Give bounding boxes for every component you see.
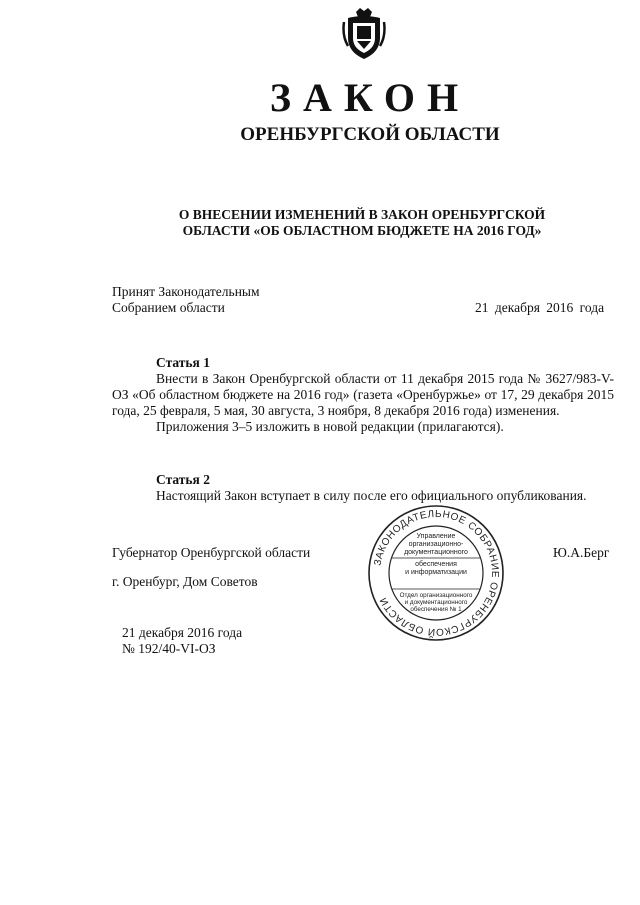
signing-place: г. Оренбург, Дом Советов [112, 574, 258, 589]
stamp-ring-text: ЗАКОНОДАТЕЛЬНОЕ СОБРАНИЕ ОРЕНБУРГСКОЙ ОБЛАСТИ [372, 508, 501, 638]
stamp-bottom-line-1: Отдел организационного [399, 592, 473, 599]
stamp-inner-line-4: обеспечения [415, 561, 457, 568]
law-number: № 192/40-VI-ОЗ [122, 641, 216, 656]
governor-name: Ю.А.Берг [553, 545, 610, 560]
stamp-inner-line-5: и информатизации [405, 569, 467, 576]
stamp-inner-line-2: организационно- [408, 541, 464, 548]
law-heading [0, 207, 640, 239]
article-2-paragraph-1: Настоящий Закон вступает в силу после его официального опубликования. [156, 488, 587, 503]
adoption-date: 21 декабря 2016 года [475, 300, 605, 315]
adoption-line-1: Принят Законодательным [112, 284, 260, 299]
law-heading-line-2: ОБЛАСТИ «ОБ ОБЛАСТНОМ БЮДЖЕТЕ НА 2016 ГОД» [182, 223, 542, 238]
article-2-text [112, 488, 614, 504]
stamp-inner-line-1: Управление [416, 533, 456, 540]
stamp-bottom-line-2: и документационного [404, 599, 468, 606]
law-heading-line-1: О ВНЕСЕНИИ ИЗМЕНЕНИЙ В ЗАКОН ОРЕНБУРГСКОЙ [178, 207, 546, 222]
stamp-inner-line-3: документационного [404, 549, 468, 556]
governor-position: Губернатор Оренбургской области [112, 545, 311, 560]
adoption-line-2: Собранием области [112, 300, 225, 315]
document-title: ЗАКОН [269, 75, 471, 120]
article-2-title: Статья 2 [156, 472, 210, 487]
article-1-paragraph-2: Приложения 3–5 изложить в новой редакции (прилагаются). [156, 419, 504, 434]
signing-date: 21 декабря 2016 года [122, 625, 243, 640]
coat-of-arms-emblem [342, 8, 386, 60]
article-1-title: Статья 1 [156, 355, 210, 370]
official-stamp [366, 503, 506, 643]
document-subtitle: ОРЕНБУРГСКОЙ ОБЛАСТИ [240, 124, 500, 145]
article-1-paragraph-1: Внести в Закон Оренбургской области от 11 декабря 2015 года № 3627/983-V-ОЗ «Об областном бюджете на 2016 год» (газета «Оренбуржье» от 17, 29 декабря 2015 года, 25 февраля, 5 мая, 30 августа, 3 ноября, 8 декабря 2016 года) изменения. [112, 371, 614, 418]
adoption-note [112, 284, 260, 316]
article-1-text [112, 371, 614, 435]
stamp-bottom-line-3: обеспечения № 1 [410, 606, 462, 613]
